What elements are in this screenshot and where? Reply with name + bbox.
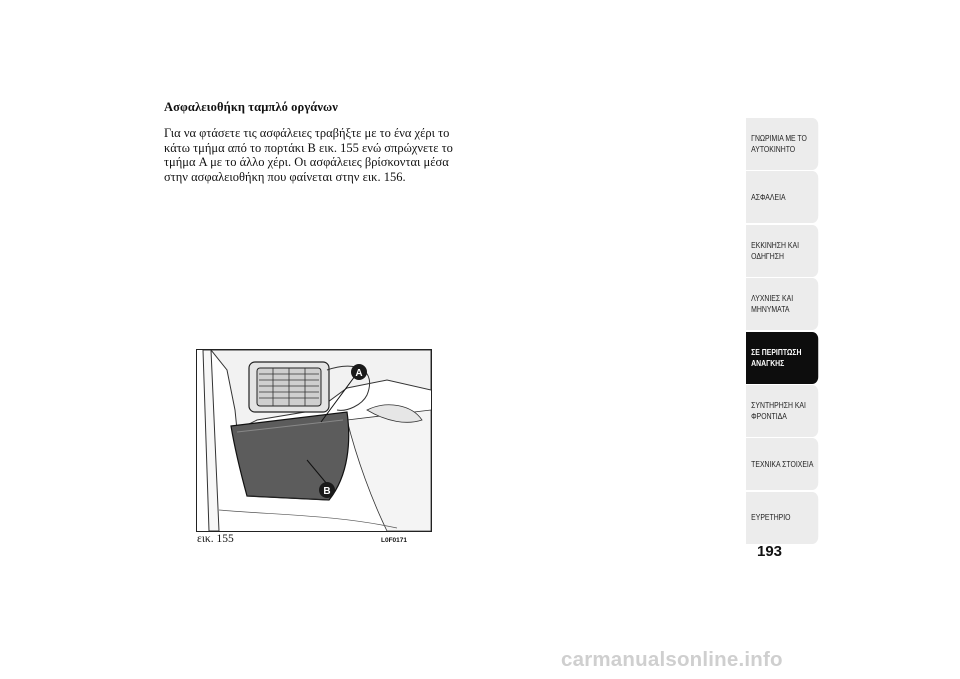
chapter-sidebar [746,118,818,545]
tab-warning-lights[interactable] [746,278,818,330]
tab-label: ΕΥΡΕΤΗΡΙΟ [751,513,791,523]
tab-index[interactable] [746,492,818,544]
glovebox-illustration [197,350,431,531]
figure-caption: εικ. 155 [197,533,234,545]
tab-label: ΛΥΧΝΙΕΣ ΚΑΙ ΜΗΝΥΜΑΤΑ [751,294,794,315]
tab-label: ΣΥΝΤΗΡΗΣΗ ΚΑΙ ΦΡΟΝΤΙΔΑ [751,400,806,421]
label-a: A [355,368,363,379]
tab-getting-to-know[interactable] [746,118,818,170]
tab-label: ΣΕ ΠΕΡΙΠΤΩΣΗ ΑΝΑΓΚΗΣ [751,347,802,368]
label-b: B [323,486,331,497]
tab-label: ΕΚΚΙΝΗΣΗ ΚΑΙ ΟΔΗΓΗΣΗ [751,240,799,261]
tab-emergency[interactable] [746,332,818,384]
tab-label: ΑΣΦΑΛΕΙΑ [751,192,786,202]
glovebox-figure [196,349,432,532]
watermark: carmanualsonline.info [561,648,783,671]
tab-safety[interactable] [746,171,818,223]
tab-starting-driving[interactable] [746,225,818,277]
tab-label: ΤΕΧΝΙΚΑ ΣΤΟΙΧΕΙΑ [751,459,814,469]
tab-label: ΓΝΩΡΙΜΙΑ ΜΕ ΤΟ ΑΥΤΟΚΙΝΗΤΟ [751,134,807,154]
page-number: 193 [757,543,783,560]
tab-technical-data[interactable] [746,438,818,490]
figure-code: L0F0171 [381,537,408,544]
section-heading: Ασφαλειοθήκη ταμπλό οργάνων [164,100,338,114]
section-paragraph: Για να φτάσετε τις ασφάλειες τραβήξτε με το ένα χέρι το κάτω τμήμα από το πορτάκι B εικ. 155 ενώ σπρώχνετε το τμήμα A με το άλλο χέρι. Οι ασφάλειες βρίσκονται μέσα στην ασφαλειοθήκη που φαίνεται στην εικ. 156. [164,126,453,184]
tab-maintenance[interactable] [746,385,818,437]
